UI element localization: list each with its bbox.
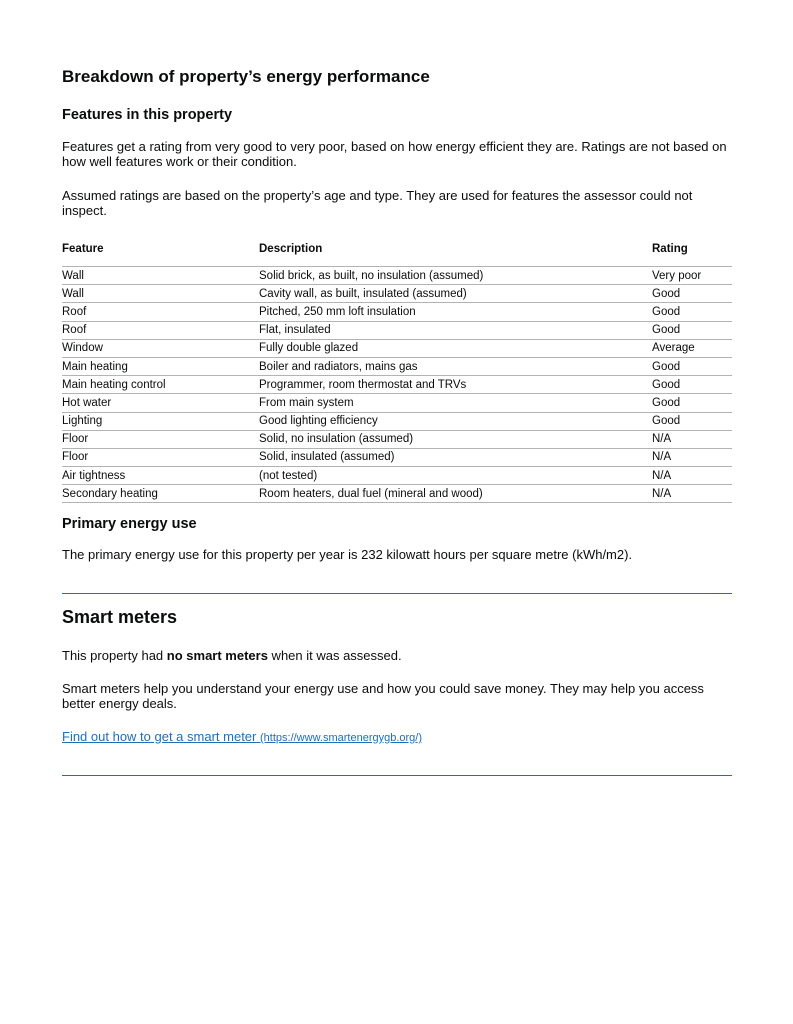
cell-description: Solid, insulated (assumed) bbox=[259, 448, 652, 466]
table-header-row bbox=[62, 243, 732, 260]
cell-description: From main system bbox=[259, 394, 652, 412]
smart-meter-link[interactable] bbox=[62, 729, 422, 744]
cell-feature: Roof bbox=[62, 321, 259, 339]
smart-meter-info: Smart meters help you understand your energy use and how you could save money. They may help you access better energy deals. bbox=[62, 681, 704, 711]
cell-description: Solid brick, as built, no insulation (assumed) bbox=[259, 267, 652, 285]
status-prefix: This property had bbox=[62, 648, 167, 663]
cell-feature: Main heating control bbox=[62, 376, 259, 394]
primary-energy-text: The primary energy use for this property per year is 232 kilowatt hours per square metre (kWh/m2). bbox=[62, 547, 633, 562]
features-intro-paragraph: Features get a rating from very good to very poor, based on how energy efficient they are. Ratings are not based on how well features work or their condition. bbox=[62, 139, 727, 169]
table-row bbox=[62, 285, 732, 303]
table-row bbox=[62, 430, 732, 448]
status-bold: no smart meters bbox=[166, 648, 268, 663]
smart-meter-link-url[interactable]: (https://www.smartenergygb.org/) bbox=[260, 732, 423, 744]
table-row bbox=[62, 467, 732, 485]
cell-description: Flat, insulated bbox=[259, 321, 652, 339]
cell-rating: Good bbox=[652, 321, 732, 339]
cell-description: Fully double glazed bbox=[259, 339, 652, 357]
primary-energy-heading: Primary energy use bbox=[62, 516, 197, 532]
cell-feature: Main heating bbox=[62, 357, 259, 375]
header-description: Description bbox=[259, 243, 323, 255]
table-row bbox=[62, 376, 732, 394]
cell-feature: Wall bbox=[62, 285, 259, 303]
status-suffix: when it was assessed. bbox=[267, 648, 402, 663]
smart-meter-link-text[interactable]: Find out how to get a smart meter bbox=[62, 729, 257, 744]
cell-feature: Roof bbox=[62, 303, 259, 321]
features-table bbox=[62, 243, 732, 503]
section-divider bbox=[62, 593, 732, 594]
cell-description: (not tested) bbox=[259, 467, 652, 485]
table-row bbox=[62, 448, 732, 466]
table-row bbox=[62, 357, 732, 375]
smart-meters-heading: Smart meters bbox=[62, 607, 178, 627]
features-table-body bbox=[62, 260, 732, 503]
table-row bbox=[62, 412, 732, 430]
cell-rating: Good bbox=[652, 303, 732, 321]
cell-feature: Air tightness bbox=[62, 467, 259, 485]
assumed-ratings-paragraph: Assumed ratings are based on the property’s age and type. They are used for features the assessor could not inspect. bbox=[62, 188, 693, 218]
cell-feature: Secondary heating bbox=[62, 485, 259, 503]
cell-feature: Floor bbox=[62, 448, 259, 466]
table-row bbox=[62, 485, 732, 503]
smart-meter-status bbox=[62, 648, 732, 663]
cell-rating: N/A bbox=[652, 485, 732, 503]
cell-description: Cavity wall, as built, insulated (assumed) bbox=[259, 285, 652, 303]
cell-rating: Good bbox=[652, 412, 732, 430]
cell-feature: Wall bbox=[62, 267, 259, 285]
cell-description: Solid, no insulation (assumed) bbox=[259, 430, 652, 448]
cell-rating: N/A bbox=[652, 430, 732, 448]
cell-feature: Lighting bbox=[62, 412, 259, 430]
cell-rating: N/A bbox=[652, 448, 732, 466]
cell-rating: Good bbox=[652, 285, 732, 303]
table-row bbox=[62, 321, 732, 339]
section-divider-bottom bbox=[62, 775, 732, 776]
cell-feature: Floor bbox=[62, 430, 259, 448]
header-feature: Feature bbox=[62, 243, 104, 255]
cell-description: Room heaters, dual fuel (mineral and wood) bbox=[259, 485, 652, 503]
cell-rating: Good bbox=[652, 357, 732, 375]
table-row bbox=[62, 339, 732, 357]
cell-description: Good lighting efficiency bbox=[259, 412, 652, 430]
cell-rating: Very poor bbox=[652, 267, 732, 285]
table-row bbox=[62, 303, 732, 321]
cell-feature: Window bbox=[62, 339, 259, 357]
cell-description: Boiler and radiators, mains gas bbox=[259, 357, 652, 375]
cell-description: Programmer, room thermostat and TRVs bbox=[259, 376, 652, 394]
section-title: Breakdown of property’s energy performance bbox=[62, 67, 430, 86]
table-row bbox=[62, 394, 732, 412]
cell-rating: Good bbox=[652, 394, 732, 412]
cell-rating: N/A bbox=[652, 467, 732, 485]
cell-rating: Good bbox=[652, 376, 732, 394]
cell-description: Pitched, 250 mm loft insulation bbox=[259, 303, 652, 321]
table-row bbox=[62, 267, 732, 285]
cell-feature: Hot water bbox=[62, 394, 259, 412]
cell-rating: Average bbox=[652, 339, 732, 357]
header-rating: Rating bbox=[652, 243, 688, 255]
features-heading: Features in this property bbox=[62, 107, 233, 123]
